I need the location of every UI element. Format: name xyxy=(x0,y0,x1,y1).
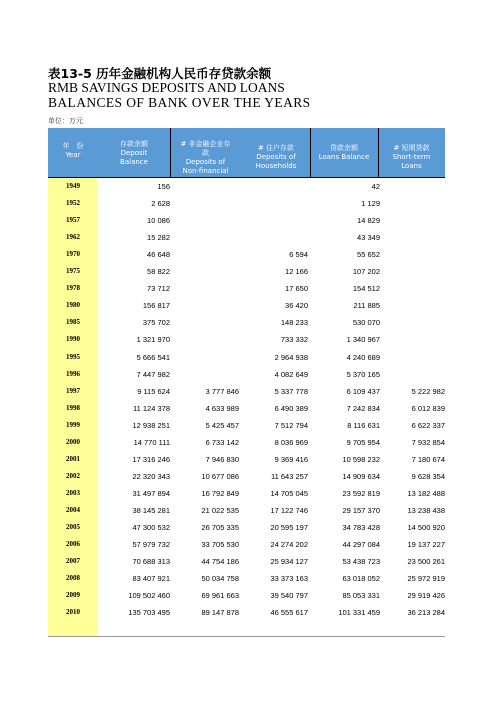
header-year: 年 份 Year xyxy=(62,142,84,159)
short-cell: 36 213 284 xyxy=(407,608,445,618)
deposit-cell: 31 497 894 xyxy=(132,488,170,498)
deposit-cell: 109 502 460 xyxy=(128,591,170,601)
short-cell: 9 628 354 xyxy=(411,471,445,481)
loan-cell: 42 xyxy=(371,182,380,191)
table-row xyxy=(48,384,445,399)
year-cell: 1995 xyxy=(66,352,80,361)
deposit-cell: 70 688 313 xyxy=(132,557,170,567)
loan-cell: 4 240 689 xyxy=(346,352,380,362)
header-deposit: 存款余额 Deposit Balance xyxy=(120,140,148,166)
household-cell: 25 934 127 xyxy=(270,557,308,567)
nonfin-cell: 4 633 989 xyxy=(205,403,239,413)
deposit-cell: 38 145 281 xyxy=(132,505,170,515)
nonfin-cell: 26 705 335 xyxy=(201,523,239,532)
household-cell: 733 332 xyxy=(280,335,308,345)
short-cell: 13 182 488 xyxy=(407,488,445,498)
loan-cell: 14 909 634 xyxy=(342,471,380,481)
loan-cell: 53 438 723 xyxy=(342,557,380,567)
short-cell: 6 622 337 xyxy=(411,420,445,430)
loan-cell: 29 157 370 xyxy=(342,505,380,515)
table-row xyxy=(48,281,445,296)
deposit-cell: 9 115 624 xyxy=(137,386,170,396)
table-row xyxy=(48,298,445,313)
loan-cell: 154 512 xyxy=(352,284,380,294)
short-cell: 7 932 854 xyxy=(411,437,445,447)
year-cell: 1957 xyxy=(66,216,80,225)
page-title: 表13-5 历年金融机构人民币存贷款余额 xyxy=(48,66,272,81)
deposit-cell: 58 822 xyxy=(147,267,170,277)
header-loans: 贷款余额 Loans Balance xyxy=(318,144,370,161)
nonfin-cell: 21 022 535 xyxy=(201,505,239,515)
short-cell: 23 500 261 xyxy=(407,557,445,567)
table-row xyxy=(48,486,445,501)
table-row xyxy=(48,554,445,569)
loan-cell: 8 116 631 xyxy=(347,420,380,430)
year-cell: 1949 xyxy=(66,182,80,190)
loan-cell: 34 783 428 xyxy=(342,523,380,532)
data-table xyxy=(48,128,445,637)
year-cell: 2008 xyxy=(66,574,80,583)
household-cell: 12 166 xyxy=(285,267,308,277)
household-cell: 6 490 389 xyxy=(274,403,308,413)
table-row xyxy=(48,179,445,194)
household-cell: 4 082 649 xyxy=(274,369,308,379)
table-row xyxy=(48,367,445,382)
nonfin-cell: 6 733 142 xyxy=(205,437,239,447)
table-row xyxy=(48,264,445,279)
nonfin-cell: 50 034 758 xyxy=(201,574,239,584)
household-cell: 9 369 416 xyxy=(274,454,308,464)
short-cell: 14 500 920 xyxy=(407,523,445,532)
table-row xyxy=(48,401,445,416)
nonfin-cell: 10 677 086 xyxy=(201,471,239,481)
year-cell: 2007 xyxy=(66,557,80,566)
header-rule xyxy=(48,177,445,178)
household-cell: 2 964 938 xyxy=(274,352,308,362)
table-row xyxy=(48,315,445,330)
deposit-cell: 10 086 xyxy=(147,216,170,226)
deposit-cell: 57 979 732 xyxy=(132,540,170,550)
household-cell: 6 594 xyxy=(289,250,308,260)
household-cell: 14 705 045 xyxy=(270,488,308,498)
table-row xyxy=(48,418,445,433)
table-row xyxy=(48,350,445,365)
year-cell: 2000 xyxy=(66,437,80,446)
nonfin-cell: 69 961 663 xyxy=(201,591,239,601)
year-cell: 2001 xyxy=(66,454,80,463)
table-row xyxy=(48,452,445,467)
deposit-cell: 156 xyxy=(157,182,170,191)
loan-cell: 1 129 xyxy=(361,199,380,209)
table-row xyxy=(48,469,445,484)
table-header xyxy=(48,128,445,177)
deposit-cell: 47 300 532 xyxy=(132,523,170,532)
header-divider xyxy=(310,128,311,177)
year-cell: 2010 xyxy=(66,608,80,617)
table-row xyxy=(48,213,445,228)
header-short-term: # 短期贷款 Short-term Loans xyxy=(392,144,431,170)
deposit-cell: 2 628 xyxy=(151,199,170,209)
year-cell: 2009 xyxy=(66,591,80,600)
short-cell: 25 972 919 xyxy=(407,574,445,584)
deposit-cell: 12 938 251 xyxy=(132,420,170,430)
year-cell: 1997 xyxy=(66,386,80,395)
loan-cell: 10 598 232 xyxy=(342,454,380,464)
deposit-cell: 83 407 921 xyxy=(132,574,170,584)
household-cell: 11 643 257 xyxy=(271,471,308,481)
loan-cell: 85 053 331 xyxy=(342,591,380,601)
household-cell: 20 595 197 xyxy=(270,523,308,532)
loan-cell: 44 297 084 xyxy=(342,540,380,550)
table-row xyxy=(48,588,445,603)
year-cell: 2006 xyxy=(66,540,80,549)
household-cell: 46 555 617 xyxy=(270,608,308,618)
loan-cell: 9 705 954 xyxy=(346,437,380,447)
loan-cell: 107 202 xyxy=(352,267,380,277)
loan-cell: 23 592 819 xyxy=(342,488,380,498)
loan-cell: 55 652 xyxy=(357,250,380,260)
household-cell: 7 512 794 xyxy=(274,420,308,430)
household-cell: 17 122 746 xyxy=(270,505,308,515)
nonfin-cell: 7 946 830 xyxy=(205,454,239,464)
household-cell: 148 233 xyxy=(280,318,308,328)
nonfin-cell: 3 777 846 xyxy=(205,386,239,396)
year-cell: 1999 xyxy=(66,420,80,429)
household-cell: 8 036 969 xyxy=(274,437,308,447)
deposit-cell: 1 321 970 xyxy=(136,335,170,345)
table-row xyxy=(48,247,445,262)
loan-cell: 5 370 165 xyxy=(346,369,380,379)
deposit-cell: 7 447 982 xyxy=(136,369,170,379)
nonfin-cell: 44 754 186 xyxy=(201,557,239,567)
loan-cell: 530 070 xyxy=(352,318,380,328)
household-cell: 39 540 797 xyxy=(270,591,308,601)
table-row xyxy=(48,605,445,620)
deposit-cell: 5 666 541 xyxy=(136,352,170,362)
year-cell: 1970 xyxy=(66,250,80,259)
english-title-line-2: BALANCES OF BANK OVER THE YEARS xyxy=(48,95,311,110)
loan-cell: 7 242 834 xyxy=(346,403,380,413)
year-cell: 1985 xyxy=(66,318,80,327)
deposit-cell: 375 702 xyxy=(142,318,170,328)
deposit-cell: 73 712 xyxy=(147,284,170,294)
year-cell: 1952 xyxy=(66,199,80,208)
deposit-cell: 156 817 xyxy=(142,301,170,311)
year-cell: 2005 xyxy=(66,523,80,531)
english-title-line-1: RMB SAVINGS DEPOSITS AND LOANS xyxy=(48,80,285,95)
deposit-cell: 135 703 495 xyxy=(128,608,170,618)
short-cell: 29 919 426 xyxy=(407,591,445,601)
loan-cell: 63 018 052 xyxy=(342,574,380,584)
loan-cell: 211 885 xyxy=(353,301,380,311)
loan-cell: 6 109 437 xyxy=(346,386,380,396)
deposit-cell: 17 316 246 xyxy=(132,454,170,464)
table-row xyxy=(48,230,445,245)
table-row xyxy=(48,537,445,552)
short-cell: 5 222 982 xyxy=(411,386,445,396)
loan-cell: 101 331 459 xyxy=(338,608,380,618)
loan-cell: 14 829 xyxy=(357,216,380,226)
household-cell: 33 373 163 xyxy=(270,574,308,584)
header-nonfinancial: # 非金融企业存 款 Deposits of Non-financial xyxy=(180,140,231,175)
table-bottom-rule xyxy=(48,636,445,637)
year-cell: 1978 xyxy=(66,284,80,293)
year-cell: 2004 xyxy=(66,505,80,514)
short-cell: 19 137 227 xyxy=(407,540,445,550)
table-row xyxy=(48,332,445,347)
header-households: # 住户存款 Deposits of Households xyxy=(255,144,297,170)
table-row xyxy=(48,571,445,586)
year-cell: 1962 xyxy=(66,233,80,242)
household-cell: 17 650 xyxy=(285,284,308,294)
table-row xyxy=(48,503,445,518)
short-cell: 6 012 839 xyxy=(411,403,445,413)
header-divider xyxy=(378,128,379,177)
table-row xyxy=(48,520,445,535)
deposit-cell: 15 282 xyxy=(147,233,170,243)
year-cell: 2002 xyxy=(66,471,80,480)
household-cell: 24 274 202 xyxy=(270,540,308,550)
header-divider xyxy=(170,128,171,177)
deposit-cell: 11 124 378 xyxy=(133,403,170,413)
household-cell: 5 337 778 xyxy=(274,386,308,396)
year-cell: 1996 xyxy=(66,369,80,378)
year-cell: 2003 xyxy=(66,488,80,497)
short-cell: 13 238 438 xyxy=(407,505,445,515)
table-row xyxy=(48,435,445,450)
year-cell: 1980 xyxy=(66,301,80,310)
nonfin-cell: 5 425 457 xyxy=(205,420,239,430)
loan-cell: 1 340 967 xyxy=(346,335,380,345)
deposit-cell: 46 648 xyxy=(147,250,170,260)
table-row xyxy=(48,196,445,211)
household-cell: 36 420 xyxy=(285,301,308,311)
year-cell: 1998 xyxy=(66,403,80,412)
short-cell: 7 180 674 xyxy=(411,454,445,464)
deposit-cell: 14 770 111 xyxy=(133,437,170,447)
nonfin-cell: 16 792 849 xyxy=(201,488,239,498)
deposit-cell: 22 320 343 xyxy=(132,471,170,481)
year-cell: 1990 xyxy=(66,335,80,344)
nonfin-cell: 33 705 530 xyxy=(201,540,239,550)
loan-cell: 43 349 xyxy=(357,233,380,243)
unit-label: 单位：万元 xyxy=(48,117,83,125)
year-cell: 1975 xyxy=(66,267,80,276)
nonfin-cell: 89 147 878 xyxy=(201,608,239,618)
